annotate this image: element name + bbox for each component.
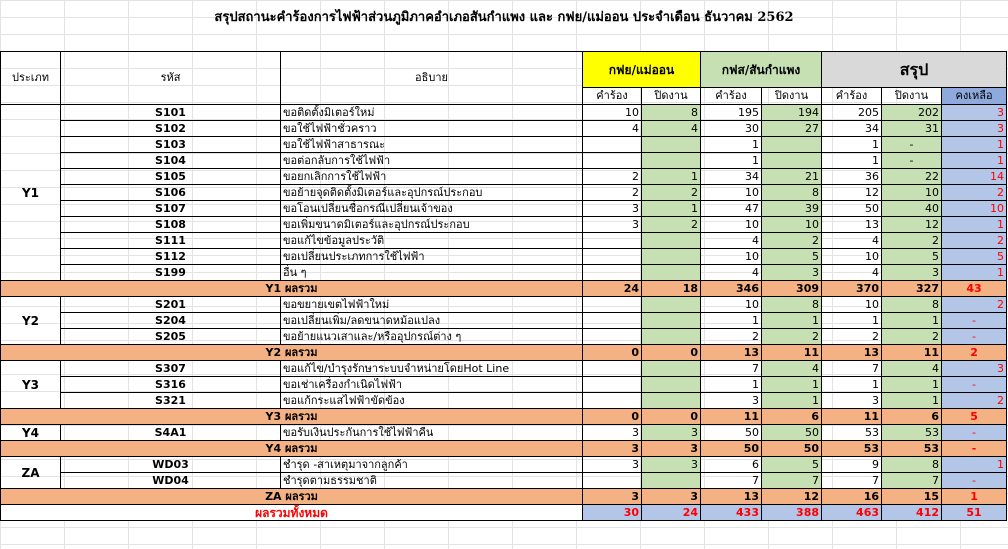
- header-req-3[interactable]: คำร้อง: [822, 88, 882, 105]
- cell-closed-sankamphaeng[interactable]: 10: [762, 217, 822, 233]
- code-cell[interactable]: S108: [61, 217, 281, 233]
- table-row: [1, 393, 1007, 409]
- grand-total-label[interactable]: ผลรวมทั้งหมด: [1, 505, 583, 521]
- cell-closed-sankamphaeng[interactable]: 12: [762, 489, 822, 505]
- cell-closed-maeon[interactable]: [642, 473, 701, 489]
- header-group-maeon[interactable]: กฟย/แม่ออน: [583, 52, 701, 88]
- cell-req-summary[interactable]: 3: [822, 393, 882, 409]
- code-cell[interactable]: WD03: [61, 457, 281, 473]
- cell-closed-sankamphaeng[interactable]: 1: [762, 393, 822, 409]
- grand-total-row: [1, 505, 1007, 521]
- cell-remain[interactable]: -: [942, 313, 1007, 329]
- code-cell[interactable]: S307: [61, 361, 281, 377]
- description-cell[interactable]: ขอยกเลิกการใช้ไฟฟ้า: [281, 169, 583, 185]
- cell-req-sankamphaeng[interactable]: 7: [701, 361, 762, 377]
- cell-closed-sankamphaeng[interactable]: 5: [762, 249, 822, 265]
- cell-req-maeon[interactable]: [583, 329, 642, 345]
- description-cell[interactable]: ขอเปลี่ยนเพิ่ม/ลดขนาดหม้อแปลง: [281, 313, 583, 329]
- cell-closed-sankamphaeng[interactable]: 21: [762, 169, 822, 185]
- cell-closed-sankamphaeng[interactable]: 39: [762, 201, 822, 217]
- cell-req-maeon[interactable]: 3: [583, 425, 642, 441]
- code-cell[interactable]: S199: [61, 265, 281, 281]
- subtotal-label[interactable]: Y3 ผลรวม: [1, 409, 583, 425]
- subtotal-row: [1, 345, 1007, 361]
- cell-req-sankamphaeng[interactable]: 1: [701, 313, 762, 329]
- description-cell[interactable]: ขอเช่าเครื่องกำเนิดไฟฟ้า: [281, 377, 583, 393]
- cell-closed-maeon[interactable]: [642, 153, 701, 169]
- cell-closed-summary[interactable]: 15: [882, 489, 942, 505]
- code-cell[interactable]: S106: [61, 185, 281, 201]
- status-table: [0, 51, 1007, 521]
- cell-req-sankamphaeng[interactable]: 2: [701, 329, 762, 345]
- cell-req-sankamphaeng[interactable]: 11: [701, 409, 762, 425]
- report-title: สรุปสถานะคำร้องการไฟฟ้าส่วนภูมิภาคอำเภอสันกำแพง และ กฟย/แม่ออน ประจำเดือน ธันวาคม 2562: [214, 10, 794, 25]
- cell-req-maeon[interactable]: 10: [583, 105, 642, 121]
- cell-req-sankamphaeng[interactable]: 10: [701, 297, 762, 313]
- cell-req-sankamphaeng[interactable]: 10: [701, 217, 762, 233]
- cell-closed-sankamphaeng[interactable]: 309: [762, 281, 822, 297]
- cell-closed-summary[interactable]: 31: [882, 121, 942, 137]
- subtotal-label[interactable]: ZA ผลรวม: [1, 489, 583, 505]
- cell-req-maeon[interactable]: 3: [583, 457, 642, 473]
- description-cell[interactable]: ขอต่อกลับการใช้ไฟฟ้า: [281, 153, 583, 169]
- header-closed-3[interactable]: ปิดงาน: [882, 88, 942, 105]
- cell-closed-summary[interactable]: -: [882, 153, 942, 169]
- table-row: [1, 361, 1007, 377]
- cell-remain[interactable]: -: [942, 473, 1007, 489]
- description-cell[interactable]: ขอใช้ไฟฟ้าสาธารณะ: [281, 137, 583, 153]
- subtotal-label[interactable]: Y2 ผลรวม: [1, 345, 583, 361]
- cell-req-summary[interactable]: 1: [822, 137, 882, 153]
- cell-req-summary[interactable]: 1: [822, 377, 882, 393]
- cell-remain[interactable]: 1: [942, 265, 1007, 281]
- cell-req-maeon[interactable]: 3: [583, 217, 642, 233]
- cell-req-sankamphaeng[interactable]: 10: [701, 185, 762, 201]
- header-type[interactable]: ประเภท: [1, 52, 61, 105]
- cell-remain[interactable]: 1: [942, 217, 1007, 233]
- description-cell[interactable]: ขอแก้ไขข้อมูลประวัติ: [281, 233, 583, 249]
- cell-req-maeon[interactable]: 3: [583, 201, 642, 217]
- cell-closed-sankamphaeng[interactable]: 4: [762, 361, 822, 377]
- cell-req-summary[interactable]: 370: [822, 281, 882, 297]
- cell-closed-maeon[interactable]: 3: [642, 425, 701, 441]
- cell-closed-summary[interactable]: 202: [882, 105, 942, 121]
- subtotal-label[interactable]: Y1 ผลรวม: [1, 281, 583, 297]
- cell-req-maeon[interactable]: 3: [583, 489, 642, 505]
- cell-req-sankamphaeng[interactable]: 47: [701, 201, 762, 217]
- code-cell[interactable]: S4A1: [61, 425, 281, 441]
- cell-remain[interactable]: 10: [942, 201, 1007, 217]
- cell-req-maeon[interactable]: 0: [583, 409, 642, 425]
- cell-closed-maeon[interactable]: [642, 329, 701, 345]
- cell-req-sankamphaeng[interactable]: 195: [701, 105, 762, 121]
- cell-closed-summary[interactable]: 1: [882, 377, 942, 393]
- subtotal-row: [1, 281, 1007, 297]
- cell-req-maeon[interactable]: [583, 265, 642, 281]
- table-row: [1, 313, 1007, 329]
- cell-req-maeon[interactable]: [583, 297, 642, 313]
- cell-closed-sankamphaeng[interactable]: 8: [762, 297, 822, 313]
- cell-remain[interactable]: 3: [942, 105, 1007, 121]
- cell-req-sankamphaeng[interactable]: 6: [701, 457, 762, 473]
- cell-closed-maeon[interactable]: 0: [642, 409, 701, 425]
- cell-closed-summary[interactable]: 2: [882, 329, 942, 345]
- cell-req-summary[interactable]: 10: [822, 297, 882, 313]
- table-row: [1, 217, 1007, 233]
- cell-req-maeon[interactable]: [583, 249, 642, 265]
- cell-req-sankamphaeng[interactable]: 13: [701, 489, 762, 505]
- cell-req-sankamphaeng[interactable]: 1: [701, 377, 762, 393]
- cell-closed-sankamphaeng[interactable]: 3: [762, 265, 822, 281]
- cell-req-maeon[interactable]: [583, 361, 642, 377]
- header-closed-2[interactable]: ปิดงาน: [762, 88, 822, 105]
- cell-req-summary[interactable]: 50: [822, 201, 882, 217]
- code-cell[interactable]: S101: [61, 105, 281, 121]
- code-cell[interactable]: S201: [61, 297, 281, 313]
- header-remain[interactable]: คงเหลือ: [942, 88, 1007, 105]
- cell-req-summary[interactable]: 9: [822, 457, 882, 473]
- cell-closed-maeon[interactable]: 2: [642, 217, 701, 233]
- description-cell[interactable]: ขอโอนเปลี่ยนชื่อกรณีเปลี่ยนเจ้าของ: [281, 201, 583, 217]
- cell-req-maeon[interactable]: [583, 313, 642, 329]
- cell-closed-maeon[interactable]: 4: [642, 121, 701, 137]
- cell-closed-summary[interactable]: 327: [882, 281, 942, 297]
- cell-closed-sankamphaeng[interactable]: 8: [762, 185, 822, 201]
- code-cell[interactable]: S205: [61, 329, 281, 345]
- cell-req-summary[interactable]: 16: [822, 489, 882, 505]
- table-row: [1, 153, 1007, 169]
- cell-req-summary[interactable]: 36: [822, 169, 882, 185]
- cell-closed-sankamphaeng[interactable]: 194: [762, 105, 822, 121]
- cell-closed-maeon[interactable]: [642, 377, 701, 393]
- cell-req-sankamphaeng[interactable]: 1: [701, 137, 762, 153]
- cell-closed-maeon[interactable]: 3: [642, 457, 701, 473]
- code-cell[interactable]: S104: [61, 153, 281, 169]
- type-cell[interactable]: Y1: [1, 105, 61, 281]
- code-cell[interactable]: S321: [61, 393, 281, 409]
- cell-req-maeon[interactable]: 2: [583, 185, 642, 201]
- description-cell[interactable]: ขอย้ายแนวเสาและ/หรืออุปกรณ์ต่าง ๆ: [281, 329, 583, 345]
- cell-remain[interactable]: 2: [942, 345, 1007, 361]
- cell-req-maeon[interactable]: [583, 393, 642, 409]
- header-group-sankamphaeng[interactable]: กฟส/สันกำแพง: [701, 52, 822, 88]
- description-cell[interactable]: ขอย้ายจุดติดตั้งมิเตอร์และอุปกรณ์ประกอบ: [281, 185, 583, 201]
- cell-closed-summary[interactable]: 8: [882, 297, 942, 313]
- cell-closed-sankamphaeng[interactable]: 7: [762, 473, 822, 489]
- cell-req-sankamphaeng[interactable]: 4: [701, 265, 762, 281]
- table-row: [1, 249, 1007, 265]
- cell-closed-summary[interactable]: -: [882, 137, 942, 153]
- cell-closed-sankamphaeng[interactable]: 2: [762, 233, 822, 249]
- table-row: [1, 473, 1007, 489]
- cell-closed-summary[interactable]: 6: [882, 409, 942, 425]
- cell-remain[interactable]: 2: [942, 185, 1007, 201]
- cell-remain[interactable]: 2: [942, 393, 1007, 409]
- code-cell[interactable]: S112: [61, 249, 281, 265]
- table-row: [1, 457, 1007, 473]
- cell-req-summary[interactable]: 4: [822, 265, 882, 281]
- cell-req-maeon[interactable]: 24: [583, 281, 642, 297]
- cell-req-maeon[interactable]: [583, 473, 642, 489]
- cell-req-sankamphaeng[interactable]: 346: [701, 281, 762, 297]
- table-row: [1, 121, 1007, 137]
- table-row: [1, 297, 1007, 313]
- subtotal-row: [1, 489, 1007, 505]
- cell-remain[interactable]: 2: [942, 297, 1007, 313]
- code-cell[interactable]: S102: [61, 121, 281, 137]
- cell-closed-summary[interactable]: 2: [882, 233, 942, 249]
- table-row: [1, 265, 1007, 281]
- type-cell[interactable]: ZA: [1, 457, 61, 489]
- cell-req-sankamphaeng[interactable]: 10: [701, 249, 762, 265]
- description-cell[interactable]: ชำรุดตามธรรมชาติ: [281, 473, 583, 489]
- code-cell[interactable]: S111: [61, 233, 281, 249]
- cell-closed-maeon[interactable]: [642, 297, 701, 313]
- cell-closed-summary[interactable]: 22: [882, 169, 942, 185]
- table-row: [1, 377, 1007, 393]
- cell-remain[interactable]: -: [942, 329, 1007, 345]
- cell-closed-summary[interactable]: 4: [882, 361, 942, 377]
- cell-closed-maeon[interactable]: [642, 393, 701, 409]
- code-cell[interactable]: S204: [61, 313, 281, 329]
- cell-closed-sankamphaeng[interactable]: [762, 137, 822, 153]
- cell-req-summary[interactable]: 2: [822, 329, 882, 345]
- cell-closed-summary[interactable]: 1: [882, 313, 942, 329]
- cell-closed-maeon[interactable]: 2: [642, 185, 701, 201]
- table-row: [1, 233, 1007, 249]
- cell-req-sankamphaeng[interactable]: 7: [701, 473, 762, 489]
- cell-req-sankamphaeng[interactable]: 50: [701, 441, 762, 457]
- table-row: [1, 137, 1007, 153]
- description-cell[interactable]: ขอแก้กระแสไฟฟ้าขัดข้อง: [281, 393, 583, 409]
- cell-req-maeon[interactable]: 30: [583, 505, 642, 521]
- cell-closed-sankamphaeng[interactable]: [762, 153, 822, 169]
- type-cell[interactable]: Y3: [1, 361, 61, 409]
- cell-closed-maeon[interactable]: [642, 249, 701, 265]
- header-group-summary[interactable]: สรุป: [822, 52, 1007, 88]
- cell-req-sankamphaeng[interactable]: 433: [701, 505, 762, 521]
- description-cell[interactable]: ขอติดตั้งมิเตอร์ใหม่: [281, 105, 583, 121]
- cell-closed-maeon[interactable]: 3: [642, 441, 701, 457]
- cell-req-summary[interactable]: 4: [822, 233, 882, 249]
- cell-closed-maeon[interactable]: [642, 137, 701, 153]
- subtotal-label[interactable]: Y4 ผลรวม: [1, 441, 583, 457]
- cell-closed-maeon[interactable]: 0: [642, 345, 701, 361]
- cell-req-summary[interactable]: 463: [822, 505, 882, 521]
- cell-closed-summary[interactable]: 412: [882, 505, 942, 521]
- cell-req-summary[interactable]: 34: [822, 121, 882, 137]
- cell-closed-maeon[interactable]: 18: [642, 281, 701, 297]
- cell-remain[interactable]: 14: [942, 169, 1007, 185]
- cell-req-summary[interactable]: 13: [822, 217, 882, 233]
- cell-remain[interactable]: 5: [942, 409, 1007, 425]
- cell-closed-maeon[interactable]: 8: [642, 105, 701, 121]
- cell-closed-sankamphaeng[interactable]: 50: [762, 425, 822, 441]
- description-cell[interactable]: ขอใช้ไฟฟ้าชั่วคราว: [281, 121, 583, 137]
- cell-req-maeon[interactable]: [583, 137, 642, 153]
- type-cell[interactable]: Y2: [1, 297, 61, 345]
- cell-req-sankamphaeng[interactable]: 1: [701, 153, 762, 169]
- cell-closed-sankamphaeng[interactable]: 27: [762, 121, 822, 137]
- cell-req-summary[interactable]: 53: [822, 425, 882, 441]
- cell-req-maeon[interactable]: 0: [583, 345, 642, 361]
- cell-req-summary[interactable]: 1: [822, 313, 882, 329]
- cell-req-maeon[interactable]: [583, 377, 642, 393]
- cell-closed-maeon[interactable]: 1: [642, 169, 701, 185]
- table-row: [1, 425, 1007, 441]
- code-cell[interactable]: WD04: [61, 473, 281, 489]
- code-cell[interactable]: S105: [61, 169, 281, 185]
- cell-closed-sankamphaeng[interactable]: 11: [762, 345, 822, 361]
- cell-closed-sankamphaeng[interactable]: 6: [762, 409, 822, 425]
- cell-closed-sankamphaeng[interactable]: 1: [762, 313, 822, 329]
- cell-closed-summary[interactable]: 53: [882, 425, 942, 441]
- table-row: [1, 201, 1007, 217]
- table-row: [1, 185, 1007, 201]
- cell-req-maeon[interactable]: 4: [583, 121, 642, 137]
- cell-req-sankamphaeng[interactable]: 34: [701, 169, 762, 185]
- cell-req-summary[interactable]: 205: [822, 105, 882, 121]
- cell-closed-maeon[interactable]: [642, 313, 701, 329]
- cell-closed-summary[interactable]: 7: [882, 473, 942, 489]
- cell-closed-summary[interactable]: 1: [882, 393, 942, 409]
- cell-req-maeon[interactable]: 3: [583, 441, 642, 457]
- description-cell[interactable]: ขอเพิ่มขนาดมิเตอร์และอุปกรณ์ประกอบ: [281, 217, 583, 233]
- cell-remain[interactable]: 1: [942, 153, 1007, 169]
- cell-closed-summary[interactable]: 53: [882, 441, 942, 457]
- cell-closed-summary[interactable]: 8: [882, 457, 942, 473]
- cell-closed-sankamphaeng[interactable]: 50: [762, 441, 822, 457]
- cell-remain[interactable]: -: [942, 441, 1007, 457]
- cell-req-sankamphaeng[interactable]: 50: [701, 425, 762, 441]
- cell-remain[interactable]: 1: [942, 489, 1007, 505]
- header-req-2[interactable]: คำร้อง: [701, 88, 762, 105]
- cell-remain[interactable]: 43: [942, 281, 1007, 297]
- cell-remain[interactable]: 5: [942, 249, 1007, 265]
- cell-closed-maeon[interactable]: 1: [642, 201, 701, 217]
- table-row: [1, 329, 1007, 345]
- cell-closed-sankamphaeng[interactable]: 2: [762, 329, 822, 345]
- cell-req-summary[interactable]: 10: [822, 249, 882, 265]
- cell-remain[interactable]: 51: [942, 505, 1007, 521]
- cell-closed-maeon[interactable]: 24: [642, 505, 701, 521]
- cell-req-sankamphaeng[interactable]: 30: [701, 121, 762, 137]
- cell-closed-summary[interactable]: 12: [882, 217, 942, 233]
- description-cell[interactable]: ขอเปลี่ยนประเภทการใช้ไฟฟ้า: [281, 249, 583, 265]
- table-row: [1, 169, 1007, 185]
- header-code[interactable]: รหัส: [61, 52, 281, 105]
- cell-req-summary[interactable]: 7: [822, 361, 882, 377]
- cell-remain[interactable]: 1: [942, 137, 1007, 153]
- cell-remain[interactable]: 3: [942, 121, 1007, 137]
- subtotal-row: [1, 409, 1007, 425]
- cell-remain[interactable]: 1: [942, 457, 1007, 473]
- cell-req-sankamphaeng[interactable]: 13: [701, 345, 762, 361]
- subtotal-row: [1, 441, 1007, 457]
- cell-req-maeon[interactable]: [583, 233, 642, 249]
- code-cell[interactable]: S103: [61, 137, 281, 153]
- cell-req-sankamphaeng[interactable]: 4: [701, 233, 762, 249]
- cell-closed-maeon[interactable]: [642, 233, 701, 249]
- code-cell[interactable]: S107: [61, 201, 281, 217]
- description-cell[interactable]: ขอรับเงินประกันการใช้ไฟฟ้าคืน: [281, 425, 583, 441]
- cell-closed-sankamphaeng[interactable]: 1: [762, 377, 822, 393]
- cell-remain[interactable]: 3: [942, 361, 1007, 377]
- cell-closed-maeon[interactable]: 3: [642, 489, 701, 505]
- cell-req-summary[interactable]: 7: [822, 473, 882, 489]
- cell-req-maeon[interactable]: [583, 153, 642, 169]
- cell-closed-summary[interactable]: 10: [882, 185, 942, 201]
- cell-closed-sankamphaeng[interactable]: 5: [762, 457, 822, 473]
- cell-req-summary[interactable]: 12: [822, 185, 882, 201]
- description-cell[interactable]: ชำรุด -สาเหตุมาจากลูกค้า: [281, 457, 583, 473]
- cell-closed-sankamphaeng[interactable]: 388: [762, 505, 822, 521]
- description-cell[interactable]: ขอแก้ไข/บำรุงรักษาระบบจำหน่ายโดยHot Line: [281, 361, 583, 377]
- cell-req-maeon[interactable]: 2: [583, 169, 642, 185]
- cell-closed-summary[interactable]: 11: [882, 345, 942, 361]
- table-row: [1, 105, 1007, 121]
- cell-req-summary[interactable]: 53: [822, 441, 882, 457]
- code-cell[interactable]: S316: [61, 377, 281, 393]
- cell-req-summary[interactable]: 11: [822, 409, 882, 425]
- description-cell[interactable]: ขอขยายเขตไฟฟ้าใหม่: [281, 297, 583, 313]
- type-cell[interactable]: Y4: [1, 425, 61, 441]
- cell-req-sankamphaeng[interactable]: 3: [701, 393, 762, 409]
- cell-closed-maeon[interactable]: [642, 361, 701, 377]
- cell-remain[interactable]: 2: [942, 233, 1007, 249]
- cell-closed-maeon[interactable]: [642, 265, 701, 281]
- header-req-1[interactable]: คำร้อง: [583, 88, 642, 105]
- header-desc[interactable]: อธิบาย: [281, 52, 583, 105]
- header-closed-1[interactable]: ปิดงาน: [642, 88, 701, 105]
- cell-remain[interactable]: -: [942, 377, 1007, 393]
- cell-closed-summary[interactable]: 40: [882, 201, 942, 217]
- cell-closed-summary[interactable]: 3: [882, 265, 942, 281]
- cell-req-summary[interactable]: 1: [822, 153, 882, 169]
- cell-closed-summary[interactable]: 5: [882, 249, 942, 265]
- cell-remain[interactable]: -: [942, 425, 1007, 441]
- description-cell[interactable]: อื่น ๆ: [281, 265, 583, 281]
- cell-req-summary[interactable]: 13: [822, 345, 882, 361]
